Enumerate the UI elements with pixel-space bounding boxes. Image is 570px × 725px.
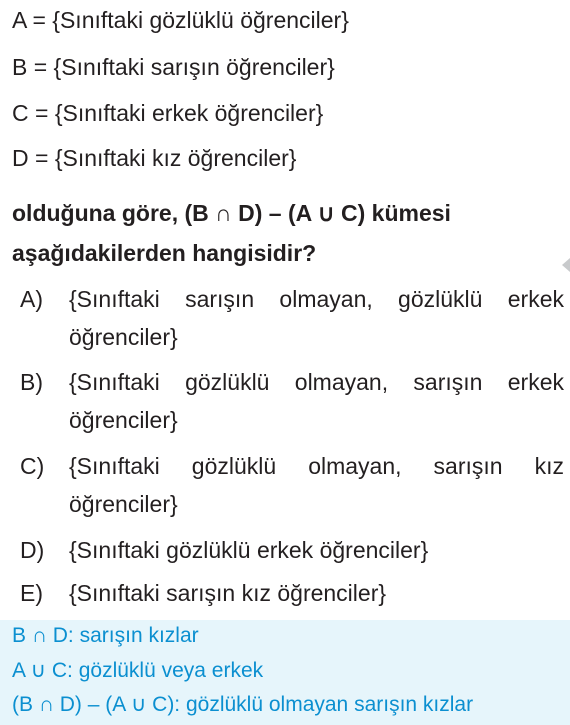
page-edge-marker: [562, 258, 570, 272]
definition-b: B = {Sınıftaki sarışın öğrenciler}: [12, 54, 335, 80]
solution-box: [0, 620, 570, 725]
option-b-letter: B): [20, 369, 43, 395]
option-c-letter: C): [20, 453, 45, 479]
definition-d: D = {Sınıftaki kız öğrenciler}: [12, 145, 297, 171]
question-text: olduğuna göre, (B ∩ D) – (A ∪ C) kümesi aşağıdakilerden hangisidir?: [12, 200, 451, 266]
option-e-letter: E): [20, 580, 43, 606]
option-d-letter: D): [20, 537, 45, 563]
solution-line-3: (B ∩ D) – (A ∪ C): gözlüklü olmayan sarışın kızlar: [12, 693, 474, 716]
solution-line-1: B ∩ D: sarışın kızlar: [12, 624, 199, 647]
option-a-letter: A): [20, 286, 43, 312]
solution-line-2: A ∪ C: gözlüklü veya erkek: [12, 659, 264, 682]
option-b-text: {Sınıftaki gözlüklü olmayan, sarışın erkek öğrenciler}: [69, 369, 564, 433]
option-d-text: {Sınıftaki gözlüklü erkek öğrenciler}: [69, 537, 429, 563]
option-a-text: {Sınıftaki sarışın olmayan, gözlüklü erkek öğrenciler}: [69, 286, 564, 350]
option-e-text: {Sınıftaki sarışın kız öğrenciler}: [69, 580, 387, 606]
option-c-text: {Sınıftaki gözlüklü olmayan, sarışın kız öğrenciler}: [69, 453, 564, 517]
definition-c: C = {Sınıftaki erkek öğrenciler}: [12, 100, 324, 126]
definition-a: A = {Sınıftaki gözlüklü öğrenciler}: [12, 7, 349, 33]
